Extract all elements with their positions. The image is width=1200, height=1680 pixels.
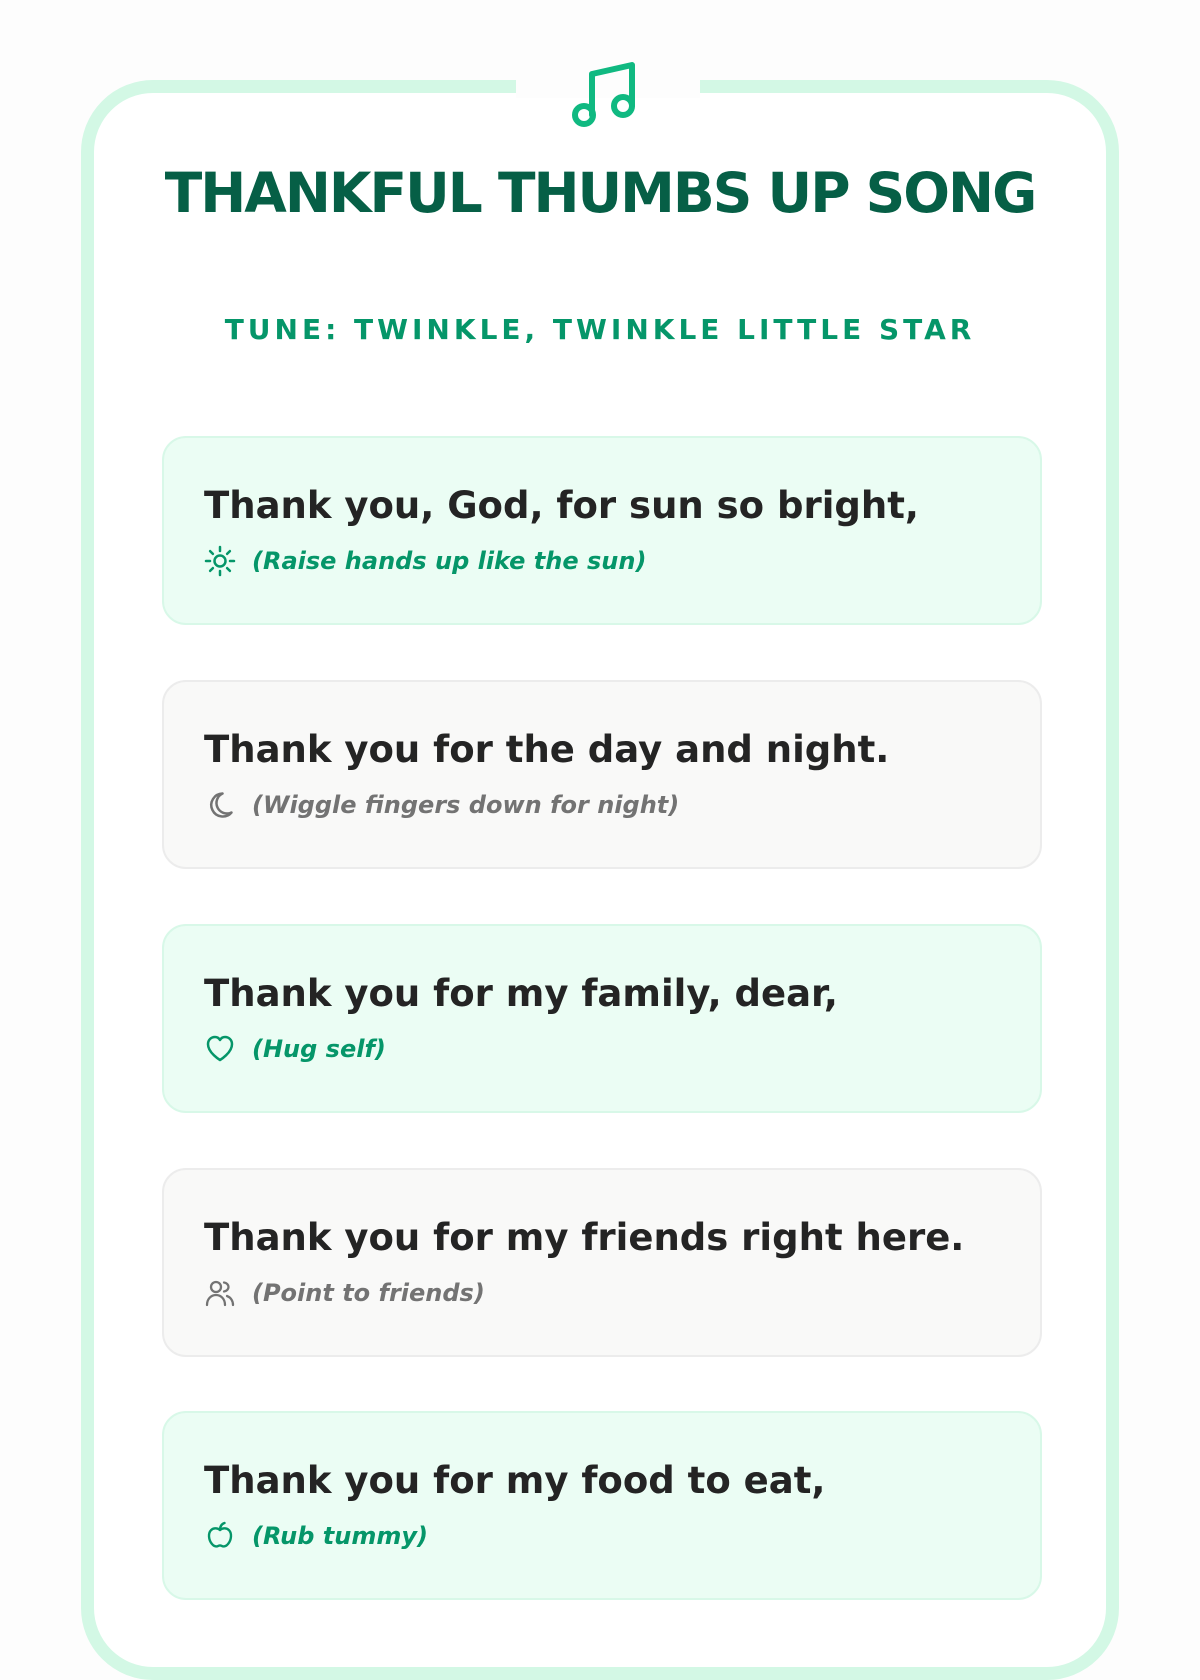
song-title: THANKFUL THUMBS UP SONG (164, 161, 1036, 225)
friends-icon (204, 1277, 236, 1309)
verse-card (162, 1168, 1042, 1357)
action-text: (Rub tummy) (252, 1522, 428, 1550)
sun-icon (204, 545, 236, 577)
song-tune: TUNE: TWINKLE, TWINKLE LITTLE STAR (224, 313, 976, 346)
verse-card (162, 924, 1042, 1113)
verse-action (204, 1033, 386, 1065)
action-text: (Wiggle fingers down for night) (252, 791, 680, 819)
verse-action (204, 789, 679, 821)
verse-line: Thank you for my family, dear, (204, 972, 838, 1015)
verse-action (204, 545, 646, 577)
verse-line: Thank you for my food to eat, (204, 1459, 826, 1502)
action-text: (Raise hands up like the sun) (252, 547, 647, 575)
action-text: (Hug self) (252, 1035, 386, 1063)
verse-action (204, 1277, 485, 1309)
verse-card (162, 436, 1042, 625)
action-text: (Point to friends) (252, 1279, 485, 1307)
heart-icon (204, 1033, 236, 1065)
music-note-icon (570, 57, 640, 130)
verse-line: Thank you for the day and night. (204, 728, 890, 771)
verse-card (162, 1411, 1042, 1600)
verse-line: Thank you, God, for sun so bright, (204, 484, 919, 527)
moon-icon (204, 789, 236, 821)
apple-icon (204, 1520, 236, 1552)
verse-action (204, 1520, 428, 1552)
verse-card (162, 680, 1042, 869)
verse-line: Thank you for my friends right here. (204, 1216, 965, 1259)
